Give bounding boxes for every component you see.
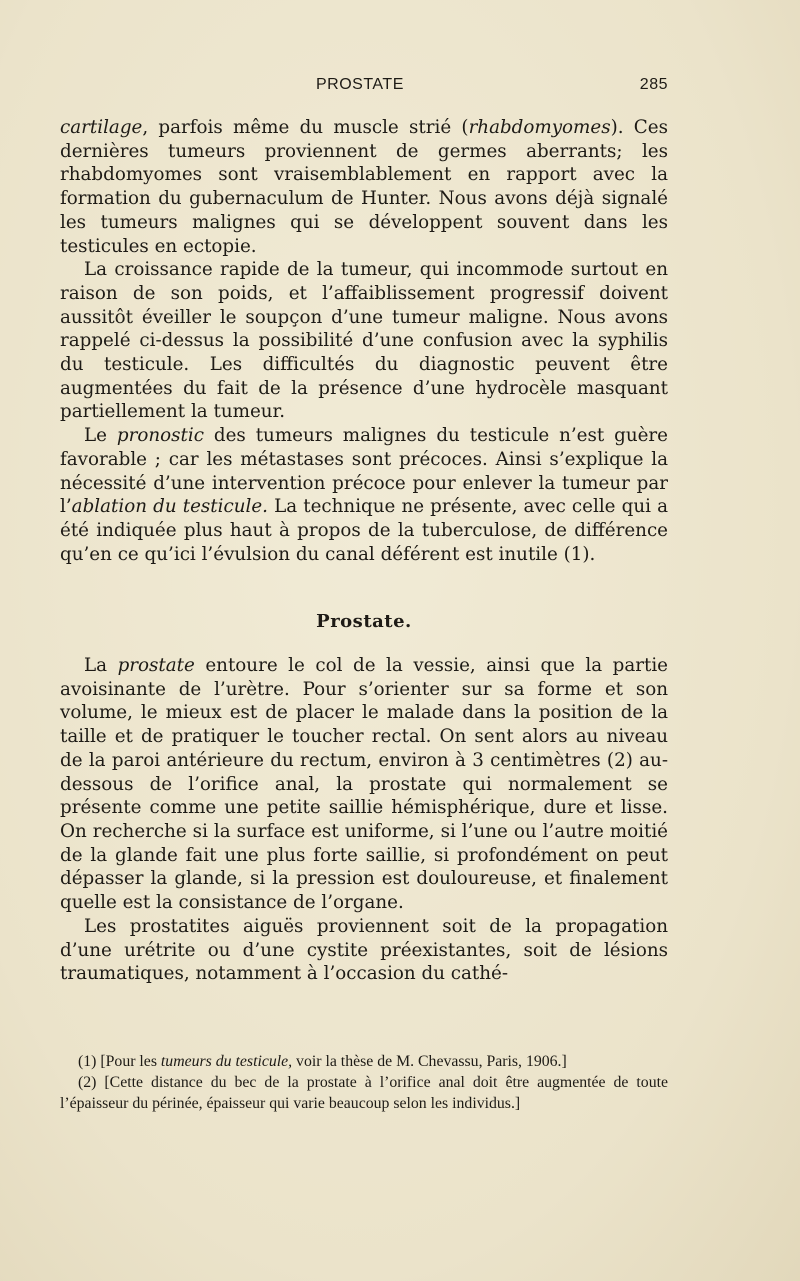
text-run: La technique ne présente, avec celle qui a été indiquée plus haut à propos de la tuberculose, de différence qu’en ce qu’ici l’évulsion du canal déférent est inutile (1).: [60, 496, 668, 565]
text-run: (2) [Cette distance du bec de la prostate à l’orifice anal doit être augmentée de toute l’épaisseur du périnée, épaisseur qui varie beaucoup selon les individus.]: [60, 1073, 668, 1112]
paragraph: [60, 258, 668, 424]
italic-run: tumeurs du testicule,: [160, 1053, 293, 1070]
paragraph: [60, 654, 668, 915]
text-run: voir la thèse de M. Chevassu, Paris, 1906.]: [292, 1053, 567, 1070]
text-run: Le: [84, 425, 117, 447]
page-number: 285: [639, 76, 668, 93]
text-run: entoure le col de la vessie, ainsi que la partie avoisinante de l’urètre. Pour s’orienter sur sa forme et son volume, le mieux est de placer le malade dans la position de la taille et de pratiquer le toucher rectal. On sent alors au niveau de la paroi antérieure du rectum, environ à 3 centimètres (2) au-dessous de l’orifice anal, la prostate qui normalement se présente comme une petite saillie hémisphérique, dure et lisse. On recherche si la surface est uniforme, si l’une ou l’autre moitié de la glande fait une plus forte saillie, si profondément on peut dépasser la glande, si la pression est douloureuse, et finalement quelle est la consistance de l’organe.: [60, 655, 668, 914]
italic-run: pronostic: [116, 425, 204, 447]
footnote: [60, 1052, 668, 1073]
text-run: La croissance rapide de la tumeur, qui incommode surtout en raison de son poids, et l’affaiblissement progressif doivent aussitôt éveiller le soupçon d’une tumeur maligne. Nous avons rappelé ci-dessus la possibilité d’une confusion avec la syphilis du testicule. Les difficultés du diagnostic peuvent être augmentées du fait de la présence d’une hydrocèle masquant partiellement la tumeur.: [60, 259, 668, 423]
text-run: des tumeurs malignes du testicule n’est guère favorable ; car les métastases sont précoces. Ainsi s’explique la nécessité d’une intervention précoce pour enlever la tumeur par l’: [60, 425, 668, 518]
section-title: Prostate.: [316, 611, 412, 633]
running-title: PROSTATE: [316, 76, 404, 93]
italic-run: prostate: [117, 655, 195, 677]
text-block-prostate: [60, 654, 668, 986]
text-run: ). Ces dernières tumeurs proviennent de germes aberrants; les rhabdomyomes sont vraisemblablement en rapport avec la formation du gubernaculum de Hunter. Nous avons déjà signalé les tumeurs malignes qui se développent souvent dans les testicules en ectopie.: [60, 117, 668, 257]
page-header: [60, 76, 668, 98]
footnotes: [60, 1052, 668, 1114]
paragraph: [60, 915, 668, 986]
footnote: [60, 1073, 668, 1115]
text-block-testicule: [60, 116, 668, 566]
text-run: La: [84, 655, 118, 677]
text-run: , parfois même du muscle strié (: [142, 117, 469, 138]
main-text: [60, 116, 668, 986]
italic-run: rhabdomyomes: [468, 117, 611, 138]
paragraph: [60, 116, 668, 258]
paragraph: [60, 424, 668, 566]
text-run: Les prostatites aiguës proviennent soit de la propagation d’une urétrite ou d’une cystite préexistantes, soit de lésions traumatiques, notamment à l’occasion du cathé-: [60, 915, 668, 985]
italic-run: cartilage: [60, 117, 143, 138]
text-run: (1) [Pour les: [78, 1053, 161, 1070]
italic-run: ablation du testicule.: [71, 496, 268, 518]
